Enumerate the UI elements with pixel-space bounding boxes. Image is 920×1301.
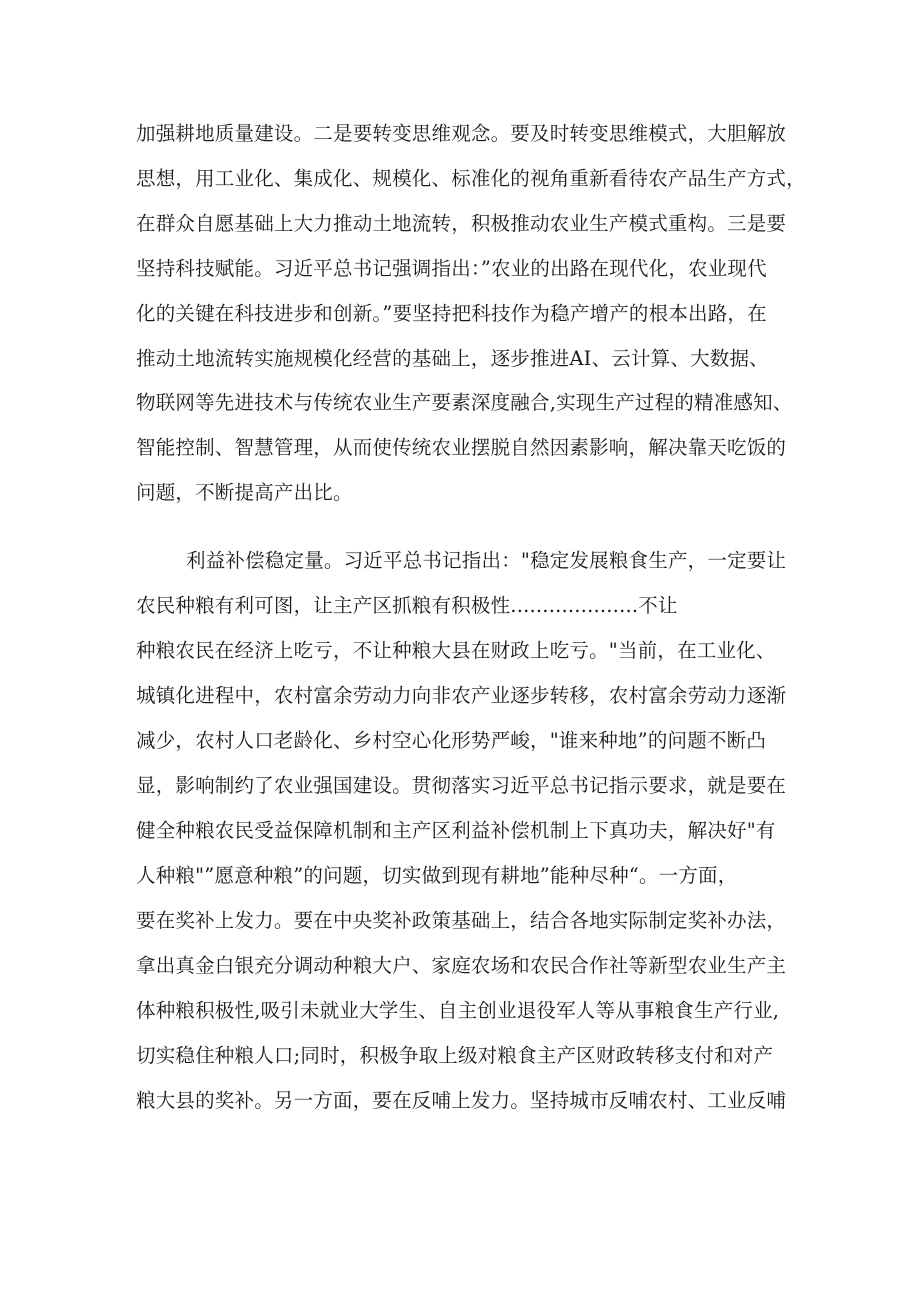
text-line-6: 推动土地流转实施规模化经营的基础上，逐步推进AI、云计算、大数据、 (136, 347, 769, 370)
text-line-8: 智能控制、智慧管理，从而使传统农业摆脱自然因素影响，解决靠天吃饭的 (136, 436, 787, 459)
text-line-20: 体种粮积极性,吸引未就业大学生、自主创业退役军人等从事粮食生产行业, (136, 999, 780, 1022)
text-line-4: 坚持科技赋能。习近平总书记强调指出：”农业的出路在现代化，农业现代 (136, 257, 767, 280)
text-line-9: 问题，不断提高产出比。 (136, 481, 353, 504)
text-line-3: 在群众自愿基础上大力推动土地流转，积极推动农业生产模式重构。三是要 (136, 212, 787, 235)
text-line-17: 人种粮"”愿意种粮”的问题，切实做到现有耕地”能种尽种“。一方面， (136, 864, 738, 887)
text-line-15: 显，影响制约了农业强国建设。贯彻落实习近平总书记指示要求，就是要在 (136, 774, 787, 797)
text-line-22: 粮大县的奖补。另一方面，要在反哺上发力。坚持城市反哺农村、工业反哺 (136, 1089, 787, 1112)
text-line-14: 减少，农村人口老龄化、乡村空心化形势严峻，"谁来种地”的问题不断凸 (136, 729, 767, 752)
paragraph-2-first-line: 利益补偿稳定量。习近平总书记指出："稳定发展粮食生产，一定要让 (186, 549, 787, 572)
text-line-2: 思想，用工业化、集成化、规模化、标准化的视角重新看待农产品生产方式， (136, 167, 806, 190)
text-line-16: 健全种粮农民受益保障机制和主产区利益补偿机制上下真功夫，解决好"有 (136, 819, 776, 842)
text-line-5: 化的关键在科技进步和创新。”要坚持把科技作为稳产增产的根本出路，在 (136, 302, 767, 325)
text-line-7: 物联网等先进技术与传统农业生产要素深度融合,实现生产过程的精准感知、 (136, 391, 793, 414)
text-line-11: 农民种粮有利可图，让主产区抓粮有积极性....................不让 (136, 594, 678, 617)
text-line-12: 种粮农民在经济上吃亏，不让种粮大县在财政上吃亏。"当前，在工业化、 (136, 639, 776, 662)
text-line-13: 城镇化进程中，农村富余劳动力向非农产业逐步转移，农村富余劳动力逐渐 (136, 684, 787, 707)
text-line-19: 拿出真金白银充分调动种粮大户、家庭农场和农民合作社等新型农业生产主 (136, 954, 787, 977)
text-line-1: 加强耕地质量建设。二是要转变思维观念。要及时转变思维模式，大胆解放 (136, 122, 787, 145)
text-line-18: 要在奖补上发力。要在中央奖补政策基础上，结合各地实际制定奖补办法， (136, 909, 787, 932)
text-line-21: 切实稳住种粮人口;同时，积极争取上级对粮食主产区财政转移支付和对产 (136, 1044, 774, 1067)
